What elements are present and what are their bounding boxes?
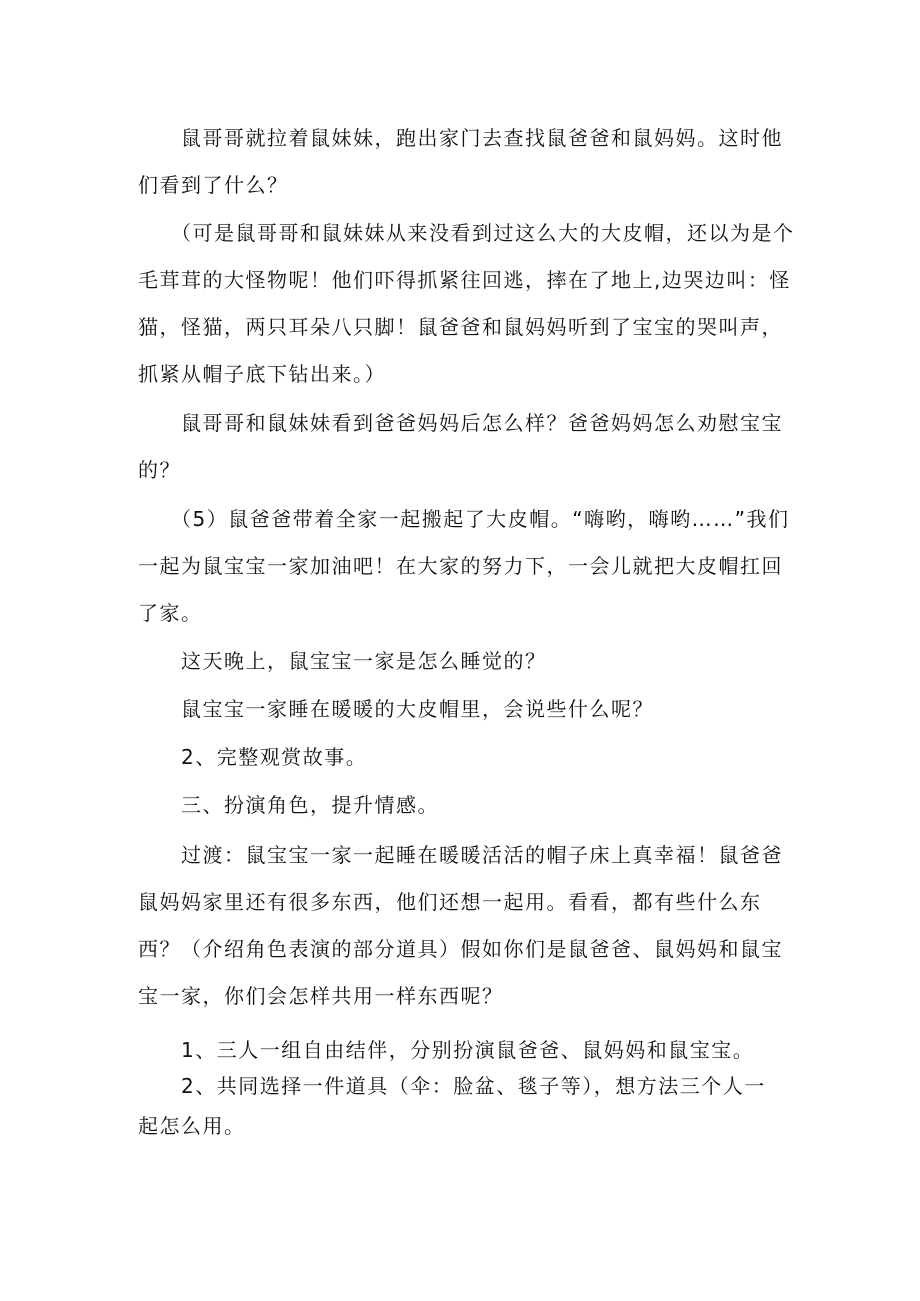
paragraph-2: （可是鼠哥哥和鼠妹妹从来没看到过这么大的大皮帽，还以为是个毛茸茸的大怪物呢！他们吓得抓紧往回逃，摔在了地上,边哭边叫：怪猫，怪猫，两只耳朵八只脚！鼠爸爸和鼠妈妈听到了宝宝的哭叫声，抓紧从帽子底下钻出来。） [138,221,795,386]
paragraph-6: 鼠宝宝一家睡在暖暖的大皮帽里，会说些什么呢？ [138,697,654,721]
paragraph-5: 这天晚上，鼠宝宝一家是怎么睡觉的？ [138,649,547,673]
paragraph-3: 鼠哥哥和鼠妹妹看到爸爸妈妈后怎么样？爸爸妈妈怎么劝慰宝宝的？ [138,411,783,482]
paragraph-7: 2、完整观赏故事。 [138,745,368,769]
paragraph-1: 鼠哥哥就拉着鼠妹妹，跑出家门去查找鼠爸爸和鼠妈妈。这时他们看到了什么？ [138,126,783,197]
paragraph-9: 过渡：鼠宝宝一家一起睡在暖暖活活的帽子床上真幸福！鼠爸爸鼠妈妈家里还有很多东西，他们还想一起用。看看，都有些什么东西？（介绍角色表演的部分道具）假如你们是鼠爸爸、鼠妈妈和鼠宝宝一家，你们会怎样共用一样东西呢？ [138,843,783,1008]
paragraph-4: （5）鼠爸爸带着全家一起搬起了大皮帽。“嗨哟，嗨哟……”我们一起为鼠宝宝一家加油吧！在大家的努力下，一会儿就把大皮帽扛回了家。 [138,507,790,625]
paragraph-8: 三、扮演角色，提升情感。 [138,793,439,817]
paragraph-11: 2、共同选择一件道具（伞：脸盆、毯子等），想方法三个人一起怎么用。 [138,1074,766,1138]
paragraph-10: 1、三人一组自由结伴，分别扮演鼠爸爸、鼠妈妈和鼠宝宝。 [138,1038,755,1062]
